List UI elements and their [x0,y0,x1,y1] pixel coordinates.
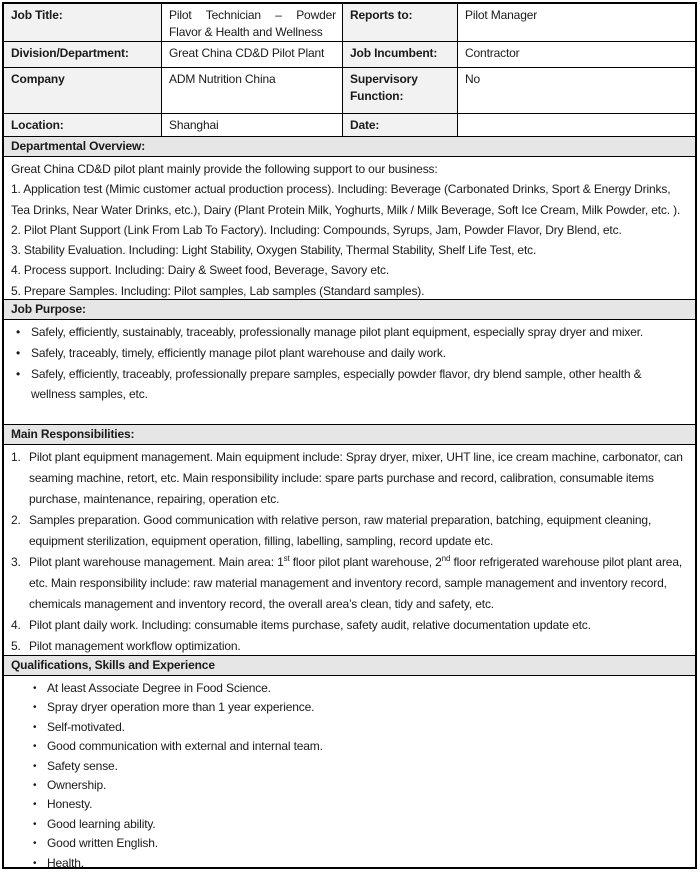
section-header-main-responsibilities: Main Responsibilities: [4,424,695,445]
job-purpose-body [4,320,695,424]
responsibility-text: Pilot plant warehouse management. Main area: 1 [29,555,284,569]
main-responsibilities-body [4,445,695,655]
location-value: Shanghai [161,114,342,136]
supervisory-function-value: No [457,68,695,114]
overview-item-1: 1. Application test (Mimic customer actual production process). Including: Beverage (Carbonated Drinks, Sport & Energy Drinks, Tea Drinks, Near Water Drinks, etc.), Dairy (Plant Protein Milk, Yoghurts, Milk / Milk Beverage, Soft Ice Cream, Milk Powder, etc. ). [11,182,681,217]
departmental-overview-body [4,157,695,299]
qualifications-body [4,676,695,867]
list-item [29,510,687,552]
list-item: • Safely, efficiently, traceably, professionally prepare samples, especially powder flavor, dry blend sample, other health & wellness samples, etc. [31,364,687,406]
division-department-label: Division/Department: [4,42,161,68]
company-value: ADM Nutrition China [161,68,342,114]
list-item [29,447,687,510]
responsibility-text: floor refrigerated warehouse pilot plant area, etc. Main responsibility include: raw material management and inventory record, sample management and inventory record, chemicals management and inventory record, the overall area’s clean, tidy and safety, etc. [29,555,683,611]
list-item: • Self-motivated. [47,718,687,737]
section-header-qualifications: Qualifications, Skills and Experience [4,655,695,676]
responsibility-text: Pilot plant daily work. Including: consumable items purchase, safety audit, relative documentation update etc. [29,618,591,632]
overview-item-2: 2. Pilot Plant Support (Link From Lab To Factory). Including: Compounds, Syrups, Jam, Powder Flavor, Dry Blend, etc. [11,222,622,237]
job-purpose-list [11,322,687,405]
division-department-value: Great China CD&D Pilot Plant [161,42,342,68]
supervisory-function-label: Supervisory Function: [342,68,457,114]
list-item: • Good communication with external and internal team. [47,737,687,756]
responsibilities-list [11,447,687,655]
list-item [29,552,687,615]
list-item [29,615,687,636]
list-item: • Good learning ability. [47,815,687,834]
list-item: • Ownership. [47,776,687,795]
responsibility-text: Pilot plant equipment management. Main equipment include: Spray dryer, mixer, UHT line, ice cream machine, carbonator, can seaming machine, retort, etc. Main responsibility include: spare parts purchase and record, calibration, consumable items purchase, maintenance, repairing, operation etc. [29,450,683,506]
ordinal-superscript: nd [441,554,451,563]
list-item: • Spray dryer operation more than 1 year experience. [47,698,687,717]
ordinal-superscript: st [283,554,290,563]
overview-item-5: 5. Prepare Samples. Including: Pilot samples, Lab samples (Standard samples). [11,283,425,298]
list-item: • Safely, traceably, timely, efficiently manage pilot plant warehouse and daily work. [31,343,687,364]
reports-to-label: Reports to: [342,4,457,42]
location-label: Location: [4,114,161,136]
section-header-job-purpose: Job Purpose: [4,299,695,320]
overview-item-4: 4. Process support. Including: Dairy & Sweet food, Beverage, Savory etc. [11,263,390,278]
job-incumbent-value: Contractor [457,42,695,68]
list-item: • Honesty. [47,795,687,814]
responsibility-text: Samples preparation. Good communication with relative person, raw material preparation, batching, equipment cleaning, equipment sterilization, equipment operation, filling, labelling, sampling, record update etc. [29,513,652,548]
job-title-label: Job Title: [4,4,161,42]
list-item: • Safety sense. [47,757,687,776]
list-item: • At least Associate Degree in Food Science. [47,679,687,698]
date-label: Date: [342,114,457,136]
reports-to-value: Pilot Manager [457,4,695,42]
job-title-value: Pilot Technician – Powder Flavor & Health and Wellness [161,4,342,42]
job-incumbent-label: Job Incumbent: [342,42,457,68]
section-header-departmental-overview: Departmental Overview: [4,136,695,157]
list-item: • Good written English. [47,834,687,853]
qualifications-list [11,679,687,867]
company-label: Company [4,68,161,114]
list-item [29,636,687,655]
job-info-table [4,4,695,136]
responsibility-text: floor pilot plant warehouse, 2 [289,555,442,569]
list-item: • Health. [47,854,687,867]
responsibility-text: Pilot management workflow optimization. [29,639,241,653]
job-description-document [2,2,697,869]
list-item: • Safely, efficiently, sustainably, traceably, professionally manage pilot plant equipment, especially spray dryer and mixer. [31,322,687,343]
overview-intro: Great China CD&D pilot plant mainly provide the following support to our business: [11,162,438,176]
date-value [457,114,695,136]
overview-item-3: 3. Stability Evaluation. Including: Light Stability, Oxygen Stability, Thermal Stability, Shelf Life Test, etc. [11,243,537,258]
